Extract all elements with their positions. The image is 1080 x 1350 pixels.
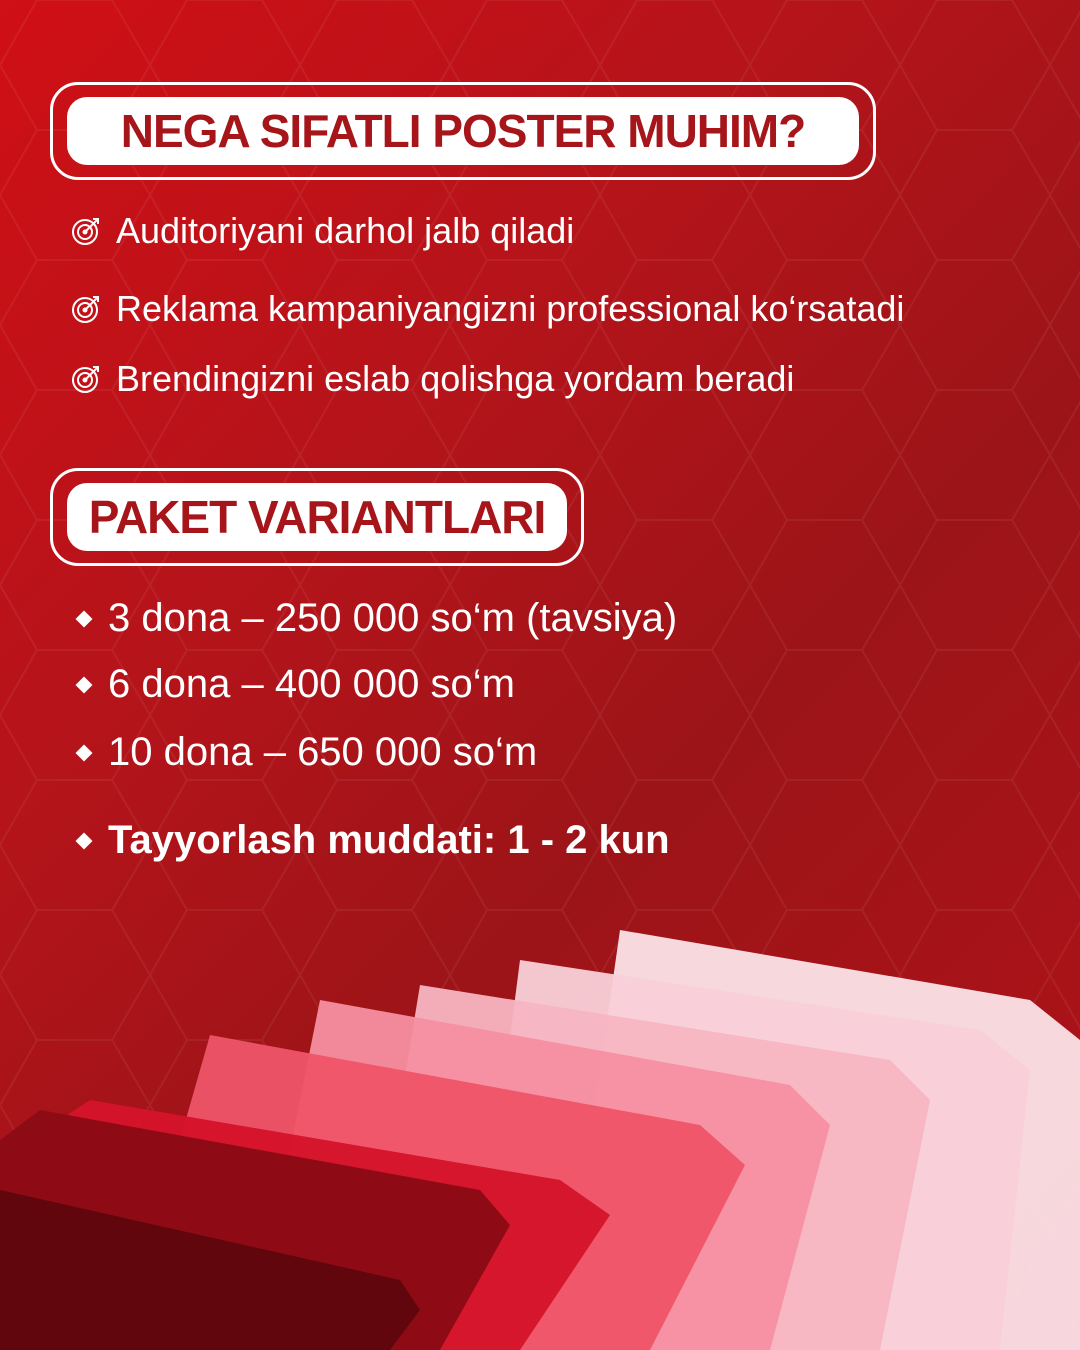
package-item [78, 662, 515, 707]
target-icon [70, 293, 102, 325]
diamond-bullet-icon [76, 744, 93, 761]
benefit-text: Auditoriyani darhol jalb qiladi [116, 210, 575, 251]
package-text: 10 dona – 650 000 so‘m [108, 730, 538, 774]
target-icon [70, 215, 102, 247]
diamond-bullet-icon [76, 832, 93, 849]
packages-title: PAKET VARIANTLARI [88, 491, 546, 543]
benefit-item [70, 288, 904, 330]
package-text: 3 dona – 250 000 so‘m (tavsiya) [108, 596, 678, 640]
benefit-item [70, 358, 794, 400]
benefit-text: Reklama kampaniyangizni professional ko‘rsatadi [116, 288, 905, 329]
benefit-item [70, 210, 574, 252]
delivery-text: Tayyorlash muddati: 1 - 2 kun [108, 818, 670, 862]
benefit-text: Brendingizni eslab qolishga yordam beradi [116, 358, 795, 399]
package-text: 6 dona – 400 000 so‘m [108, 662, 515, 706]
why-title: NEGA SIFATLI POSTER MUHIM? [120, 105, 806, 157]
packages-title-pill [50, 468, 584, 566]
package-item [78, 596, 677, 641]
target-icon [70, 363, 102, 395]
diamond-bullet-icon [76, 610, 93, 627]
why-title-pill [50, 82, 876, 180]
diamond-bullet-icon [76, 676, 93, 693]
package-item [78, 730, 537, 775]
delivery-item [78, 818, 670, 863]
